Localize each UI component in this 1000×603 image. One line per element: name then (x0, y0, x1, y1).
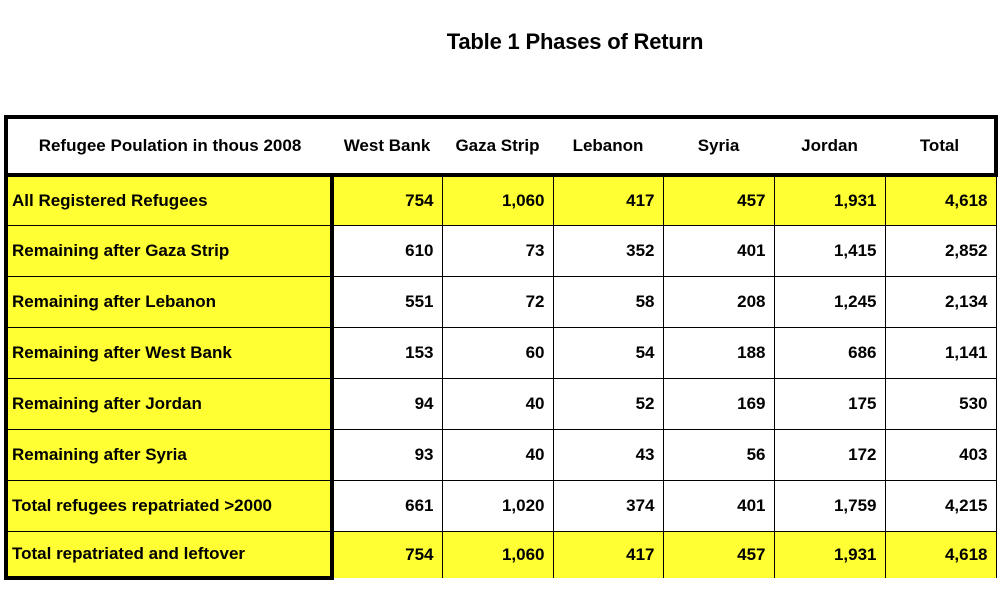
cell-lebanon: 352 (553, 226, 663, 277)
cell-jordan: 172 (774, 430, 885, 481)
cell-total: 2,134 (885, 277, 996, 328)
table-row (6, 175, 996, 226)
row-label: Total repatriated and leftover (6, 532, 332, 579)
table-title: Table 1 Phases of Return (446, 29, 704, 54)
row-label: Remaining after Lebanon (6, 277, 332, 328)
table-row (6, 328, 996, 379)
cell-gaza-strip: 40 (442, 379, 553, 430)
cell-west-bank: 754 (332, 175, 442, 226)
table-row (6, 226, 996, 277)
cell-total: 2,852 (885, 226, 996, 277)
cell-jordan: 1,245 (774, 277, 885, 328)
cell-lebanon: 52 (553, 379, 663, 430)
row-label: All Registered Refugees (6, 175, 332, 226)
cell-total: 1,141 (885, 328, 996, 379)
cell-gaza-strip: 1,060 (442, 532, 553, 579)
cell-west-bank: 551 (332, 277, 442, 328)
column-header-lebanon: Lebanon (553, 117, 663, 175)
cell-gaza-strip: 72 (442, 277, 553, 328)
cell-lebanon: 43 (553, 430, 663, 481)
column-header-west-bank: West Bank (332, 117, 442, 175)
row-label: Remaining after West Bank (6, 328, 332, 379)
cell-syria: 401 (663, 481, 774, 532)
cell-lebanon: 374 (553, 481, 663, 532)
cell-gaza-strip: 73 (442, 226, 553, 277)
phases-of-return-table (4, 115, 998, 580)
column-header-gaza-strip: Gaza Strip (442, 117, 553, 175)
cell-jordan: 175 (774, 379, 885, 430)
cell-west-bank: 754 (332, 532, 442, 579)
cell-jordan: 1,415 (774, 226, 885, 277)
column-header-population: Refugee Poulation in thous 2008 (6, 117, 332, 175)
cell-gaza-strip: 1,020 (442, 481, 553, 532)
cell-total: 403 (885, 430, 996, 481)
table-row (6, 481, 996, 532)
cell-west-bank: 610 (332, 226, 442, 277)
cell-lebanon: 58 (553, 277, 663, 328)
cell-total: 4,618 (885, 532, 996, 579)
cell-jordan: 1,931 (774, 532, 885, 579)
cell-west-bank: 94 (332, 379, 442, 430)
cell-west-bank: 93 (332, 430, 442, 481)
cell-west-bank: 661 (332, 481, 442, 532)
cell-gaza-strip: 1,060 (442, 175, 553, 226)
table-row (6, 532, 996, 579)
cell-lebanon: 54 (553, 328, 663, 379)
row-label: Total refugees repatriated >2000 (6, 481, 332, 532)
cell-syria: 188 (663, 328, 774, 379)
cell-syria: 457 (663, 532, 774, 579)
cell-gaza-strip: 60 (442, 328, 553, 379)
cell-jordan: 1,759 (774, 481, 885, 532)
row-label: Remaining after Jordan (6, 379, 332, 430)
cell-gaza-strip: 40 (442, 430, 553, 481)
column-header-total: Total (885, 117, 996, 175)
cell-lebanon: 417 (553, 532, 663, 579)
column-header-jordan: Jordan (774, 117, 885, 175)
table-row (6, 430, 996, 481)
row-label: Remaining after Gaza Strip (6, 226, 332, 277)
cell-syria: 401 (663, 226, 774, 277)
refugee-table-container (4, 115, 994, 586)
cell-total: 530 (885, 379, 996, 430)
cell-jordan: 686 (774, 328, 885, 379)
column-header-syria: Syria (663, 117, 774, 175)
table-header-row (6, 117, 996, 175)
cell-jordan: 1,931 (774, 175, 885, 226)
cell-syria: 208 (663, 277, 774, 328)
row-label: Remaining after Syria (6, 430, 332, 481)
cell-syria: 56 (663, 430, 774, 481)
cell-total: 4,618 (885, 175, 996, 226)
cell-total: 4,215 (885, 481, 996, 532)
cell-syria: 169 (663, 379, 774, 430)
table-row (6, 277, 996, 328)
cell-lebanon: 417 (553, 175, 663, 226)
table-row (6, 379, 996, 430)
cell-syria: 457 (663, 175, 774, 226)
cell-west-bank: 153 (332, 328, 442, 379)
